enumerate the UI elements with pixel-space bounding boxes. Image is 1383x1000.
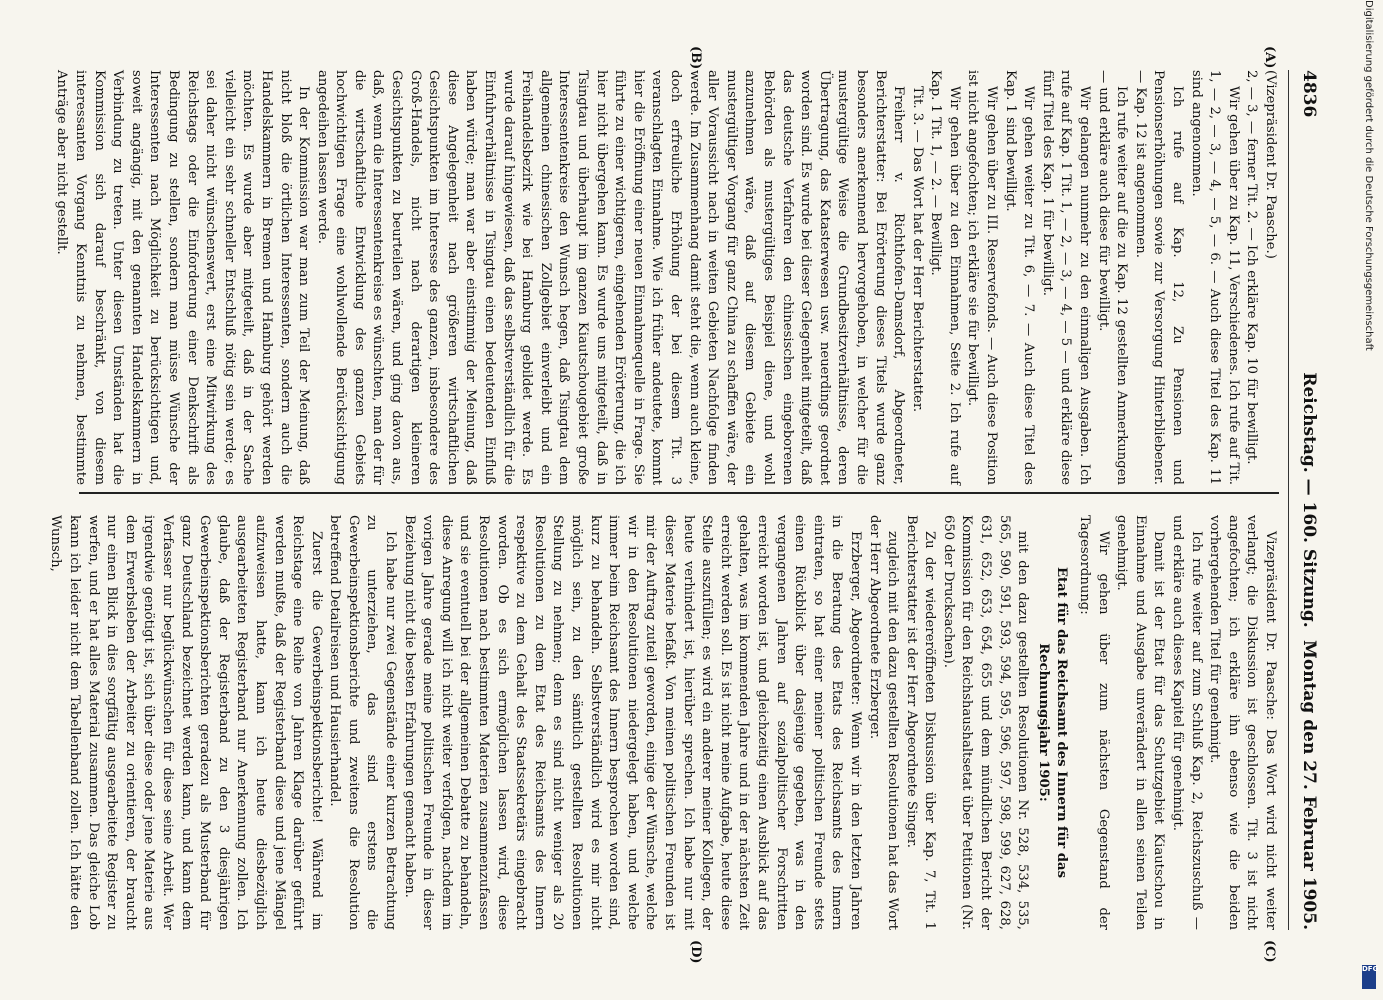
session-date: Montag den 27. Februar 1905. [1299, 640, 1319, 930]
paragraph: Zuerst die Gewerbeinspektionsberichte! Während im Reichstage eine Reihe von Jahren Klage darüber geführt werden mußte, daß der Registerband diese und jene Mängel aufzuweisen hatte, kann ich heute diesbezüglich ausgearbeiteten Registerband nur Anerkennung zollen. Ich glaube, daß der Registerband zu den 3 diesjährigen Gewerbeinspektionsberichten geradezu als Musterband für ganz Deutschland bezeichnet werden kann, und kann dem Verfasser nur beglückwünschen für diese seine Arbeit. Wer irgendwie genötigt ist, sich über diese oder jene Materie aus dem Erwerbsleben der Arbeiter zu orientieren, der braucht nur einen Blick in dies sorgfältig ausgearbeitete Register zu werfen, und er hat alles Material zusammen. Das gleiche Lob kann ich leider nicht dem Tabellenband zollen. Ich hätte den Wunsch, [48, 515, 324, 930]
paragraph: Tit. 3. — Das Wort hat der Herr Berichterstatter. [909, 86, 925, 413]
section-heading: Etat für das Reichsamt des Innern für das Rechnungsjahr 1905: [1035, 566, 1070, 878]
paragraph: Wir gelangen nunmehr zu den einmaligen Ausgaben. Ich rufe auf Kap. 1 Tit. 1, — 2, — 3, — 4, — 5 — und erkläre diese fünf Titel des Kap. 1 für bewilligt. [1039, 70, 1093, 485]
right-column [48, 515, 1279, 930]
paragraph: Wir gehen über zu den Einnahmen, Seite 2. Ich rufe auf Kap. 1 Tit. 1, — 2. — Bewilligt. [928, 70, 962, 485]
paragraph: In der Kommission war man zum Teil der Meinung, daß nicht bloß die örtlichen Interessenten, sondern auch die Handelskammern in Bremen und Hamburg gehört werden möchten. Es wurde aber mitgeteilt, daß in der Sache vielleicht ein sehr schneller Entschluß nötig sein werde; es sei daher nicht wünschenswert, erst eine Mitwirkung des Reichstags oder die Einforderung einer Denkschrift als Bedingung zu stellen, sondern man müsse Wünsche der Interessenten nach Möglichkeit zu berücksichtigen und, soweit angängig, mit den genannten Handelskammern in Verbindung zu treten. Unter diesen Umständen hat die Kommission sich darauf beschränkt, von diesem interessanten Vorgang Kenntnis zu nehmen, bestimmte Anträge aber nicht gestellt. [54, 70, 312, 485]
paragraph: Erzberger, Abgeordneter: Wenn wir in den letzten Jahren in die Beratung des Etats des Reichsamts des Innern eintraten, so hat einer meiner politischen Freunde stets einen Rückblick über dasjenige gegeben, was in den vergangenen Jahren auf sozialpolitischer Forschritten erreicht worden ist, und gleichzeitig einen Ausblick auf das gehalten, was im kommenden Jahre und in der nächsten Zeit erreicht werden soll. Es ist nicht meine Aufgabe, heute diese Stelle auszufüllen; es wird ein anderer meiner Kollegen, der heute verhindert ist, hierüber sprechen. Ich habe nur mit dieser Materie befaßt. Von meinen politischen Freunden ist mir der Auftrag zuteil geworden, einige der Wünsche, welche wir in den Resolutionen niedergelegt haben, und welche immer beim Reichsamt des Innern besprochen worden sind, kurz zu behandeln. Selbstverständlich wird es mir nicht möglich sein, zu den sämtlich gestellten Resolutionen Stellung zu nehmen; denn es sind nicht weniger als 20 Resolutionen zu dem Etat des Reichsamts des Innern respektive zu dem Gehalt des Staatssekretärs eingebracht worden. Ob es sich ermöglichen lassen wird, diese Resolutionen nach bestimmten Materien zusammenzufassen und sie eventuell bei der allgemeinen Debatte zu behandeln, diese Anregung will ich nicht weiter verfolgen, nachdem im vorigen Jahre gerade meine politischen Freunde in dieser Beziehung nicht die besten Erfahrungen gemacht haben. [401, 515, 863, 930]
paragraph: Ich rufe weiter auf die zu Kap. 12 gestellten Anmerkungen — und erkläre auch diese für bewilligt. [1095, 70, 1130, 485]
dfg-logo-icon: DFG [1362, 965, 1376, 989]
paragraph: Freiherr v. Richthofen-Damsdorf, Abgeordneter, Berichterstatter: Bei Erörterung dieses Titels wurde ganz besonders anerkennend hervorgehoben, in welcher für die mustergültige Weise die Grundbesitzverhältnisse, deren Übertragung, das Katasterwesen usw. neuerdings geordnet worden sind. Es wurde bei dieser Gelegenheit mitgeteilt, daß das deutsche Verfahren den chinesischen eingeborenen Behörden als mustergültiges Beispiel diene, und wohl anzunehmen wäre, daß auf diesem Gebiete ein mustergültiger Vorgang für ganz China zu schaffen wäre, der aller Voraussicht nach in weiten Gebieten Nachfolge finden werde. Im Zusammenhang damit steht die, wenn auch kleine, doch erfreuliche Erhöhung der bei diesem Tit. 3 veranschlagten Einnahme. Wie ich früher andeutete, kommt hier die Eröffnung einer neuen Einnahmequelle in Frage. Sie führte zu einer wichtigeren, eingehenden Erörterung, die ich hier nicht übergehen kann. Es wurde uns mitgeteilt, daß in Tsingtau und überhaupt im ganzen Kiautschougebiet große Interessentenkreise den Wunsch hegen, daß Tsingtau dem allgemeinen chinesischen Zollgebiet einverleibt und ein Freihandelsbezirk wie bei Hamburg gebildet werde. Es wurde darauf hingewiesen, daß das selbstverständlich für die Einfuhrverhältnisse in Tsingtau einen bedeutenden Einfluß haben würde; man war aber einstimmig der Meinung, daß diese Angelegenheit nach größeren wirtschaftlichen Gesichtspunkten im Interesse des ganzen, insbesondere des Groß-Handels, nicht nach derartigen kleineren Gesichtspunkten zu beurteilen wären, und ging davon aus, daß, wenn die Interessentenkreise es wünschten, man der für die wirtschaftliche Entwicklung des ganzen Gebiets hochwichtigen Frage eine wohlwollende Berücksichtigung angedeihen lassen werde. [314, 70, 907, 485]
session-title: Reichstag. — 160. Sitzung. [1299, 372, 1319, 628]
left-column [54, 70, 1279, 485]
margin-marker-a: (A) [1262, 46, 1277, 69]
paragraph: Wir gehen über zu Kap. 11, Verschiedenes. Ich rufe auf Tit. 1, — 2, — 3, — 4, — 5, — 6. — Auch diese Titel des Kap. 11 sind angenommen. [1188, 70, 1241, 485]
paragraph: Wir gehen über zum nächsten Gegenstand der Tagesordnung: [1077, 515, 1111, 930]
paragraph: Ich habe nur zwei Gegenstände einer kurzen Betrachtung zu unterziehen, das sind erstens die Gewerbeinspektionsberichte und zweitens die Resolution betreffend Detailreisen und Hausierhandel. [327, 515, 399, 930]
margin-marker-d: (D) [688, 940, 703, 964]
paragraph: Wir gehen weiter zu Tit. 6, — 7. — Auch diese Titel des Kap. 1 sind bewilligt. [1002, 70, 1037, 485]
footer-text: Digitalisierung gefördert durch die Deutsche Forschungsgemeinschaft [1363, 0, 1374, 351]
paragraph: 2, — 3, — ferner Tit. 2. — Ich erkläre Kap. 10 für bewilligt. [1244, 70, 1260, 465]
margin-marker-b: (B) [688, 46, 703, 70]
paragraph: Ich rufe weiter auf zum Schluß Kap. 2, Reichszuschuß — und erkläre auch dieses Kapitel für genehmigt. [1170, 515, 1204, 930]
paragraph: Vizepräsident Dr. Paasche: Das Wort wird nicht weiter verlangt; die Diskussion ist geschlossen. Tit. 3 ist nicht angefochten; ich erkläre ihn ebenso wie die beiden vorhergehenden Titel für genehmigt. [1207, 515, 1278, 930]
paragraph: Damit ist der Etat für das Schutzgebiet Kiautschou in Einnahme und Ausgabe unverändert in allen seinen Teilen genehmigt. [1114, 515, 1167, 930]
paragraph: Wir gehen über zu III. Reservefonds. — Auch diese Position ist nicht angefochten; ich erkläre sie für bewilligt. [965, 70, 1000, 485]
paragraph: Zu der wiedereröffneten Diskussion über Kap. 7, Tit. 1 Berichterstatter ist der Herr Abgeordnete Singer. [903, 515, 938, 930]
paragraph: (Vizepräsident Dr. Paasche.) [1263, 70, 1278, 259]
digitization-footer [1358, 0, 1378, 1000]
paragraph: zugleich mit den dazu gestellten Resolutionen hat das Wort der Herr Abgeordnete Erzberger. [866, 515, 901, 930]
paragraph: Ich rufe auf Kap. 12, Zu Pensionen und Pensionserhöhungen sowie zur Versorgung Hinterbliebener. — Kap. 12 ist angenommen. [1132, 70, 1186, 485]
paragraph: mit den dazu gestellten Resolutionen Nr. 528, 534, 535, 565, 590, 591, 593, 594, 595, 596, 597, 598, 599, 627, 628, 631, 652, 653, 654, 655 und dem mündlichen Bericht der Kommission für den Reichshaushaltsetat über Petitionen (Nr. 650 der Drucksachen). [940, 515, 1031, 930]
page-number: 4836 [1299, 70, 1319, 118]
column-divider [79, 492, 1279, 494]
page-header [1288, 70, 1323, 930]
margin-marker-c: (C) [1262, 940, 1277, 963]
